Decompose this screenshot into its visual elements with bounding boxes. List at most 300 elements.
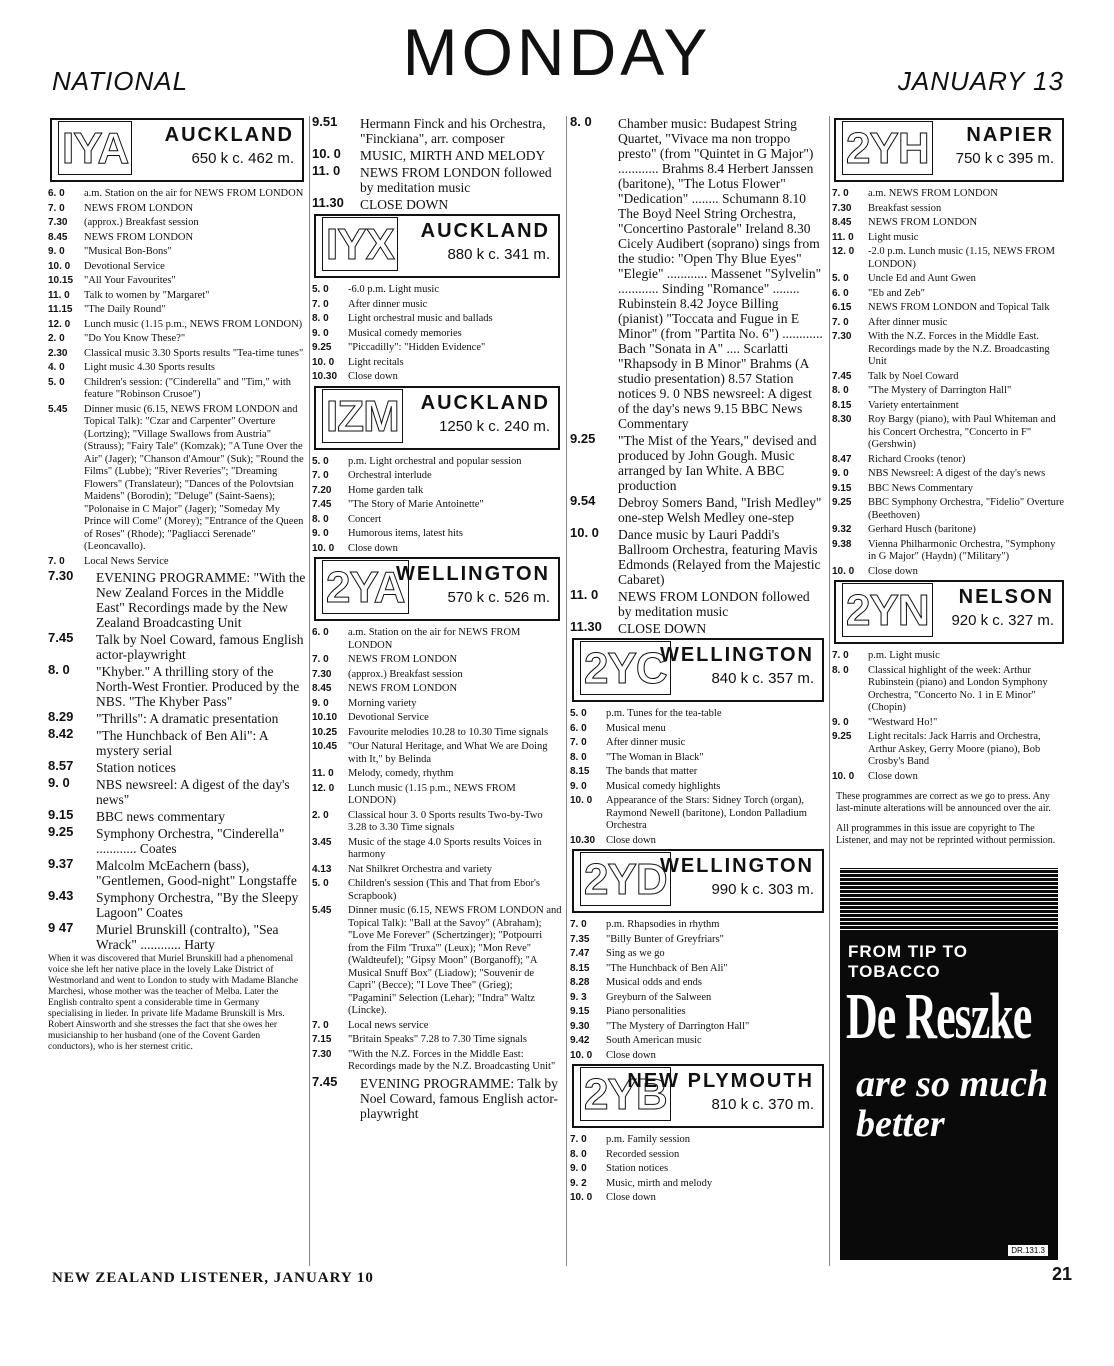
- ad-slogan: are so much better: [856, 1063, 1049, 1145]
- station-name: WELLINGTON: [659, 855, 814, 877]
- programme-time: 8.15: [570, 962, 590, 974]
- programme-time: 9 47: [48, 920, 74, 935]
- programme-row: [570, 589, 826, 619]
- column-2: [312, 116, 562, 1123]
- programme-time: 9. 0: [832, 716, 849, 728]
- programme-row: [48, 809, 306, 824]
- programme-time: 10.30: [312, 371, 338, 382]
- programme-title: (approx.) Breakfast session: [84, 217, 199, 228]
- programme-row: [832, 717, 1066, 730]
- press-notice: These programmes are correct as we go to press. Any last-minute alterations will be announced over the air.: [836, 791, 1051, 814]
- programme-time: 10. 0: [832, 770, 855, 782]
- station-name: AUCKLAND: [420, 391, 550, 414]
- programme-row: [570, 1178, 826, 1191]
- programme-title: "The Woman in Black": [606, 751, 704, 763]
- programme-list: [312, 627, 562, 1074]
- copyright-notice: All programmes in this issue are copyright to The Listener, and may not be reprinted without permission.: [836, 823, 1056, 846]
- programme-time: 10.25: [312, 726, 338, 738]
- programme-row: [48, 203, 306, 216]
- programme-row: [570, 495, 826, 525]
- programme-row: [48, 319, 306, 332]
- programme-row: [570, 766, 826, 779]
- programme-row: [832, 731, 1066, 769]
- programme-title: Local news service: [348, 1019, 429, 1031]
- programme-time: 9.51: [312, 114, 338, 129]
- page-number: 21: [1052, 1264, 1073, 1284]
- programme-time: 9. 0: [570, 780, 587, 792]
- programme-title: Piano personalities: [606, 1006, 686, 1017]
- programme-time: 2. 0: [312, 809, 329, 821]
- programme-row: [832, 232, 1066, 245]
- programme-time: 8.42: [48, 726, 74, 741]
- programme-row: [312, 683, 562, 696]
- programme-time: 9. 0: [48, 246, 65, 257]
- programme-time: 10.30: [570, 834, 596, 846]
- programme-title: Gerhard Husch (baritone): [868, 524, 976, 535]
- programme-row: [570, 977, 826, 990]
- programme-title: Sing as we go: [606, 948, 665, 959]
- programme-time: 8.15: [570, 766, 590, 777]
- programme-title: Greyburn of the Salween: [606, 991, 712, 1003]
- programme-row: [48, 728, 306, 758]
- programme-row: [48, 556, 306, 569]
- programme-row: [312, 669, 562, 682]
- programme-title: p.m. Light orchestral and popular session: [348, 455, 522, 467]
- programme-title: NEWS FROM LONDON: [868, 217, 978, 228]
- programme-title: "Musical Bon-Bons": [84, 246, 172, 257]
- programme-row: [832, 302, 1066, 315]
- programme-time: 3.45: [312, 836, 332, 848]
- programme-row: [832, 331, 1066, 369]
- programme-row: [48, 333, 306, 346]
- programme-title: "Thrills": A dramatic presentation: [96, 711, 279, 726]
- programme-row: [570, 1149, 826, 1162]
- programme-time: 9. 0: [312, 697, 329, 709]
- programme-title: Musical comedy memories: [348, 327, 462, 339]
- programme-list: [312, 284, 562, 384]
- programme-title: Light music: [868, 231, 919, 243]
- programme-row: [570, 1021, 826, 1034]
- programme-time: 9.25: [832, 497, 852, 508]
- programme-time: 11. 0: [832, 231, 854, 243]
- programme-row: [312, 654, 562, 667]
- programme-title: Light orchestral music and ballads: [348, 313, 493, 324]
- programme-row: [832, 665, 1066, 715]
- programme-time: 5. 0: [312, 455, 329, 467]
- station-box-2yb: [572, 1064, 824, 1128]
- programme-title: -2.0 p.m. Lunch music (1.15, NEWS FROM LONDON): [868, 246, 1055, 270]
- programme-row: [48, 261, 306, 274]
- programme-row: [312, 357, 562, 370]
- programme-title: Children's session: ("Cinderella" and "Tim," with feature "Robinson Crusoe"): [84, 376, 292, 400]
- programme-time: 10. 0: [570, 1192, 593, 1203]
- programme-row: [312, 165, 562, 195]
- programme-title: "Piccadilly": "Hidden Evidence": [348, 342, 486, 353]
- programme-time: 11. 0: [312, 163, 341, 178]
- programme-title: Appearance of the Stars: Sidney Torch (organ), Raymond Newell (baritone), London Palladium Orchestra: [606, 795, 807, 831]
- programme-row: [48, 858, 306, 888]
- station-call: 2YB: [580, 1067, 671, 1121]
- programme-title: Vienna Philharmonic Orchestra, "Symphony in G Major" (Haydn) ("Military"): [868, 538, 1056, 562]
- programme-title: Recorded session: [606, 1148, 680, 1160]
- programme-time: 10. 0: [570, 525, 599, 540]
- programme-title: NBS newsreel: A digest of the day's news": [96, 777, 290, 807]
- programme-time: 7. 0: [832, 316, 849, 328]
- programme-title: Morning variety: [348, 697, 417, 709]
- programme-time: 8.28: [570, 977, 590, 988]
- programme-title: (approx.) Breakfast session: [348, 668, 463, 680]
- programme-time: 8.47: [832, 453, 852, 465]
- programme-row: [570, 1134, 826, 1147]
- programme-title: Music of the stage 4.0 Sports results Voices in harmony: [348, 836, 542, 860]
- programme-title: "The Mystery of Darrington Hall": [606, 1020, 750, 1032]
- programme-time: 8. 0: [570, 114, 592, 129]
- programme-title: Symphony Orchestra, "By the Sleepy Lagoon" Coates: [96, 890, 299, 920]
- programme-row: [570, 835, 826, 848]
- programme-title: Station notices: [606, 1163, 669, 1174]
- programme-title: Close down: [348, 371, 398, 382]
- programme-row: [832, 771, 1066, 784]
- programme-title: Musical comedy highlights: [606, 780, 721, 792]
- programme-time: 7. 0: [832, 188, 849, 199]
- programme-row: [48, 890, 306, 920]
- station-box-iya: [50, 118, 304, 182]
- programme-title: Station notices: [96, 760, 176, 775]
- programme-time: 11.15: [48, 304, 73, 315]
- programme-row: [832, 288, 1066, 301]
- programme-title: p.m. Rhapsodies in rhythm: [606, 919, 720, 930]
- programme-title: NEWS FROM LONDON: [348, 683, 458, 694]
- programme-row: [48, 632, 306, 662]
- programme-time: 8. 0: [570, 751, 587, 763]
- programme-title: "Eb and Zeb": [868, 287, 925, 299]
- programme-title: "The Mist of the Years," devised and produced by John Gough. Music arranged by Ian White. A BBC production: [618, 433, 817, 493]
- programme-title: NEWS FROM LONDON: [84, 202, 194, 214]
- programme-row: [312, 299, 562, 312]
- programme-row: [48, 826, 306, 856]
- programme-title: Close down: [868, 770, 918, 782]
- programme-title: BBC Symphony Orchestra, "Fidelio" Overture (Beethoven): [868, 497, 1065, 521]
- programme-row: [312, 727, 562, 740]
- programme-time: 9.25: [48, 824, 74, 839]
- programme-title: "All Your Favourites": [84, 275, 176, 286]
- programme-time: 10. 0: [312, 542, 335, 554]
- programme-time: 9.25: [570, 431, 596, 446]
- column-divider: [566, 116, 567, 1266]
- programme-list: [570, 116, 826, 636]
- programme-title: Musical menu: [606, 722, 666, 734]
- programme-time: 8. 0: [832, 385, 849, 396]
- programme-row: [312, 116, 562, 146]
- programme-title: "Do You Know These?": [84, 333, 186, 344]
- programme-list: [832, 188, 1066, 578]
- station-freq: 840 k c. 357 m.: [711, 670, 814, 687]
- programme-title: NEWS FROM LONDON: [348, 654, 458, 665]
- programme-title: CLOSE DOWN: [360, 197, 449, 212]
- programme-time: 7. 0: [312, 470, 329, 481]
- programme-row: [312, 1073, 562, 1121]
- programme-title: Dinner music (6.15, NEWS FROM LONDON and Topical Talk): "Czar and Carpenter" Overture (Lortzing); "Village Swallows from Austria" (Strauss); "Fairy Tale" (Komzak); "A Tune Over the Air" (Jager); "Chanson d'Amour" (Suk); "Round the Films" (Lubbe); "River Reveries"; "Dreaming Flowers" (Translateur); "Dances of the Polovtsian Maidens" (Borodin); "Deluge" (Saint-Saens); "Polonaise in C Major" (Jager); "Someday My Prince will Come" (Morey); "Entrance of the Queen of Roses" (Rhode); "Pagliacci Serenade" (Leoncavallo).: [84, 403, 304, 552]
- programme-title: Nat Shilkret Orchestra and variety: [348, 863, 493, 875]
- programme-time: 7.30: [312, 668, 332, 680]
- programme-time: 7.45: [312, 499, 332, 510]
- programme-row: [48, 348, 306, 361]
- programme-row: [832, 273, 1066, 286]
- programme-time: 10. 0: [570, 1049, 593, 1061]
- programme-row: [312, 328, 562, 341]
- programme-title: Home garden talk: [348, 484, 424, 496]
- programme-time: 12. 0: [48, 318, 71, 330]
- programme-row: [832, 203, 1066, 216]
- programme-row: [312, 864, 562, 877]
- programme-row: [312, 470, 562, 483]
- programme-time: 7.30: [832, 331, 852, 342]
- programme-time: 9.32: [832, 524, 852, 535]
- station-name: NELSON: [958, 586, 1054, 608]
- programme-row: [312, 284, 562, 297]
- programme-title: Light recitals: Jack Harris and Orchestra, Arthur Askey, Gerry Moore (piano), Bob Crosby's Band: [868, 731, 1041, 767]
- programme-list: [312, 456, 562, 556]
- programme-title: "Billy Bunter of Greyfriars": [606, 933, 724, 945]
- programme-time: 7. 0: [312, 654, 329, 665]
- programme-title: Muriel Brunskill (contralto), "Sea Wrack" ............ Harty: [96, 922, 279, 952]
- programme-title: Orchestral interlude: [348, 470, 432, 481]
- programme-title: "The Hunchback of Ben Ali": [606, 962, 728, 974]
- programme-row: [48, 570, 306, 630]
- programme-title: NEWS FROM LONDON and Topical Talk: [868, 302, 1050, 313]
- programme-time: 6. 0: [312, 627, 329, 638]
- programme-time: 8.29: [48, 709, 74, 724]
- station-call: 2YD: [580, 852, 671, 906]
- programme-time: 9.42: [570, 1035, 590, 1046]
- programme-title: Lunch music (1.15 p.m., NEWS FROM LONDON): [348, 782, 516, 806]
- programme-time: 8.45: [832, 217, 852, 228]
- programme-time: 6. 0: [832, 287, 849, 299]
- programme-row: [570, 1163, 826, 1176]
- programme-time: 7.30: [48, 217, 68, 228]
- programme-title: EVENING PROGRAMME: "With the New Zealand Forces in the Middle East" Recordings made by the New Zealand Broadcasting Unit: [96, 570, 306, 630]
- programme-title: p.m. Family session: [606, 1134, 691, 1145]
- programme-row: [312, 528, 562, 541]
- programme-row: [570, 527, 826, 587]
- programme-time: 4. 0: [48, 362, 65, 373]
- programme-time: 10. 0: [832, 565, 855, 577]
- programme-row: [570, 752, 826, 765]
- programme-row: [48, 777, 306, 807]
- programme-row: [570, 795, 826, 833]
- programme-time: 11. 0: [312, 768, 334, 779]
- programme-time: 7.45: [48, 630, 74, 645]
- footer-publication: NEW ZEALAND LISTENER, JANUARY 10: [52, 1270, 374, 1286]
- programme-title: Dance music by Lauri Paddi's Ballroom Orchestra, featuring Mavis Edmonds (Relayed from the Majestic Cabaret): [618, 527, 821, 587]
- column-divider: [309, 116, 310, 1266]
- programme-row: [312, 342, 562, 355]
- ad-code: DR.131.3: [1008, 1245, 1048, 1256]
- programme-time: 7.35: [570, 933, 590, 945]
- programme-row: [312, 514, 562, 527]
- programme-row: [570, 708, 826, 721]
- programme-row: [570, 963, 826, 976]
- programme-time: 10. 0: [570, 795, 593, 806]
- programme-title: BBC News Commentary: [868, 482, 973, 494]
- programme-time: 5. 0: [570, 708, 587, 719]
- programme-title: Close down: [868, 565, 918, 577]
- programme-row: [48, 664, 306, 709]
- programme-time: 7.30: [832, 202, 852, 214]
- programme-title: Breakfast session: [868, 202, 942, 214]
- programme-title: Close down: [348, 542, 398, 554]
- programme-title: Light recitals: [348, 356, 404, 368]
- programme-title: "The Daily Round": [84, 304, 166, 315]
- station-box-2yd: [572, 849, 824, 913]
- programme-row: [832, 371, 1066, 384]
- ad-stripes: [840, 868, 1058, 930]
- programme-list: [570, 919, 826, 1062]
- header-left: NATIONAL: [52, 66, 189, 96]
- programme-time: 8.45: [312, 683, 332, 694]
- programme-row: [570, 621, 826, 636]
- station-freq: 570 k c. 526 m.: [447, 589, 550, 606]
- programme-time: 7.45: [832, 370, 852, 382]
- programme-time: 9.15: [48, 807, 74, 822]
- station-name: NAPIER: [966, 124, 1054, 146]
- programme-title: Dinner music (6.15, NEWS FROM LONDON and Topical Talk): "Ball at the Savoy" (Abraham); "Love Me Forever" (Schertzinger); "Potpourri from the Film 'Truxa'" (Leux); "Mon Reve" (Waldteufel); "Gipsy Moon" (Borganoff); "A Musical Snuff Box" (Liadow); "Souvenir de Capri" (Becce); "I Love Thee" (Grieg); "Pagamini" Selection (Lehar); "Indra" Waltz (Lincke).: [348, 905, 562, 1016]
- programme-title: Hermann Finck and his Orchestra, "Finckiana", arr. composer: [360, 116, 546, 146]
- station-call: 2YA: [322, 560, 409, 614]
- station-name: AUCKLAND: [420, 220, 550, 242]
- station-box-iyx: [314, 214, 560, 278]
- programme-title: Concert: [348, 513, 382, 525]
- programme-title: The bands that matter: [606, 766, 698, 777]
- programme-row: [570, 433, 826, 493]
- programme-time: 7.15: [312, 1034, 332, 1045]
- evening-programme-list: [312, 1073, 562, 1121]
- programme-title: Chamber music: Budapest String Quartet, "Vivace ma non troppo presto" (from "Quintet in G Major") ............ Brahms 8.4 Herbert Janssen (baritone), "The Lotus Flower" "Dedication" ........ Schumann 8.10 The Boyd Neel String Orchestra, "Concertino Pastorale" Ireland 8.30 Cicely Audibert (soprano) sings from the studio: "Open Thy Blue Eyes" "Elegie" ............ Massenet "Sylvelin" ............ Sinding "Romance" ........ Rubinstein 8.42 Joyce Billing (pianist) "Toccata and Fugue in E Minor" (from "Partita No. 6") ............ Bach "Sonata in A" .... Scarlatti "Rhapsody in B Minor" Brahms (A studio presentation) 8.57 Station notices 9. 0 NBS newsreel: A digest of the day's news 9.15 BBC News Commentary: [618, 116, 823, 431]
- ad-brand: De Reszke: [846, 979, 1032, 1053]
- programme-time: 9.37: [48, 856, 74, 871]
- programme-row: [832, 566, 1066, 579]
- programme-row: [832, 400, 1066, 413]
- programme-row: [570, 1192, 826, 1205]
- programme-row: [312, 810, 562, 835]
- programme-title: Melody, comedy, rhythm: [348, 768, 454, 779]
- programme-row: [832, 524, 1066, 537]
- programme-title: South American music: [606, 1035, 702, 1046]
- programme-list: [48, 188, 306, 568]
- programme-time: 5.45: [312, 905, 332, 916]
- programme-row: [312, 456, 562, 469]
- programme-time: 10. 0: [312, 146, 341, 161]
- programme-title: Light music 4.30 Sports results: [84, 362, 215, 373]
- programme-time: 12. 0: [312, 782, 335, 794]
- ad-tagline: FROM TIP TO TOBACCO: [848, 942, 968, 981]
- programme-time: 7.47: [570, 948, 590, 959]
- column-4: [832, 116, 1066, 855]
- station-name: WELLINGTON: [395, 563, 550, 585]
- station-freq: 810 k c. 370 m.: [711, 1096, 814, 1113]
- station-call: 2YN: [842, 583, 933, 637]
- programme-row: [312, 148, 562, 163]
- programme-time: 7. 0: [312, 1019, 329, 1031]
- programme-row: [570, 992, 826, 1005]
- programme-time: 8.30: [832, 414, 852, 425]
- programme-time: 9. 0: [570, 1163, 587, 1174]
- programme-row: [48, 246, 306, 259]
- programme-title: "Khyber." A thrilling story of the North-West Frontier. Produced by the NBS. "The Khyber Pass": [96, 664, 300, 709]
- programme-title: -6.0 p.m. Light music: [348, 284, 439, 295]
- programme-time: 8. 0: [312, 313, 329, 324]
- programme-row: [48, 232, 306, 245]
- programme-list: [312, 116, 562, 212]
- programme-time: 9. 2: [570, 1177, 587, 1189]
- column-1: [48, 116, 306, 1053]
- programme-row: [48, 404, 306, 554]
- programme-title: "Westward Ho!": [868, 716, 938, 728]
- programme-time: 12. 0: [832, 246, 855, 257]
- programme-title: Talk by Noel Coward: [868, 370, 959, 382]
- programme-time: 9. 3: [570, 991, 587, 1003]
- programme-time: 6. 0: [48, 188, 65, 199]
- programme-time: 6. 0: [570, 722, 587, 734]
- programme-time: 9.25: [832, 731, 852, 742]
- column-3: [570, 116, 826, 1207]
- programme-time: 8.57: [48, 758, 74, 773]
- programme-time: 5.45: [48, 403, 68, 415]
- programme-time: 9.38: [832, 538, 852, 550]
- programme-time: 9.54: [570, 493, 596, 508]
- programme-row: [48, 304, 306, 317]
- programme-row: [832, 246, 1066, 271]
- programme-time: 5. 0: [48, 376, 65, 388]
- station-box-izm: [314, 386, 560, 450]
- station-box-2ya: [314, 557, 560, 621]
- programme-row: [312, 768, 562, 781]
- programme-title: "With the N.Z. Forces in the Middle East: Recordings made by the N.Z. Broadcasting Unit": [348, 1048, 556, 1072]
- programme-row: [48, 760, 306, 775]
- station-name: NEW PLYMOUTH: [627, 1070, 814, 1092]
- programme-time: 2. 0: [48, 333, 65, 344]
- programme-time: 11. 0: [48, 289, 70, 301]
- programme-row: [312, 712, 562, 725]
- programme-time: 4.13: [312, 863, 332, 875]
- programme-title: Roy Bargy (piano), with Paul Whiteman and his Concert Orchestra, "Concerto in F" (Gershwin): [868, 414, 1056, 450]
- programme-title: After dinner music: [606, 737, 686, 748]
- programme-row: [832, 468, 1066, 481]
- programme-time: 5. 0: [312, 284, 329, 295]
- programme-row: [48, 922, 306, 952]
- programme-title: Favourite melodies 10.28 to 10.30 Time signals: [348, 726, 549, 738]
- biography-note: When it was discovered that Muriel Brunskill had a phenomenal voice she left her native place in the lovely Lake District of Westmorland and went to London to study with Madame Blanche Marchesi, whose mother was the teacher of Melba. Later the English contralto spent a considerable time in Germany specialising in lieder. In private life Madame Brunskill is Mrs. Robert Ainsworth and she stresses the fact that she owes her musicianship to her husband (one of the Covent Garden conductors), who is her sternest critic.: [48, 954, 299, 1052]
- programme-time: 9. 0: [832, 468, 849, 479]
- programme-row: [832, 483, 1066, 496]
- programme-time: 9.30: [570, 1020, 590, 1032]
- programme-title: EVENING PROGRAMME: Talk by Noel Coward, famous English actor-playwright: [360, 1075, 559, 1121]
- station-call: IYX: [322, 217, 398, 271]
- programme-title: CLOSE DOWN: [618, 621, 707, 636]
- programme-title: "The Mystery of Darrington Hall": [868, 385, 1012, 396]
- station-box-2yn: [834, 580, 1064, 644]
- programme-row: [48, 377, 306, 402]
- programme-time: 7. 0: [570, 919, 587, 930]
- column-divider: [829, 116, 830, 1266]
- programme-row: [832, 650, 1066, 663]
- programme-title: "The Hunchback of Ben Ali": A mystery serial: [96, 728, 268, 758]
- programme-time: 11. 0: [570, 587, 599, 602]
- programme-time: 10. 0: [48, 260, 71, 272]
- programme-time: 8.45: [48, 231, 68, 243]
- programme-time: 9.43: [48, 888, 74, 903]
- programme-time: 5. 0: [312, 878, 329, 889]
